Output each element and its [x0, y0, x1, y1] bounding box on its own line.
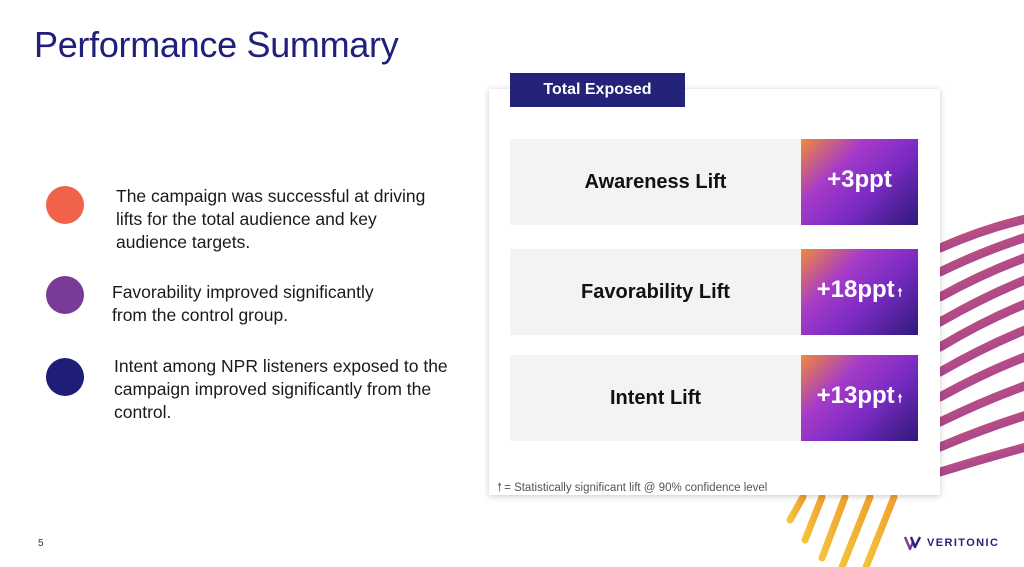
- brand-name: VERITONIC: [927, 537, 1000, 549]
- footnote-text: = Statistically significant lift @ 90% confidence level: [504, 482, 768, 494]
- brand-logo: [904, 535, 999, 551]
- bullet-text: The campaign was successful at driving lifts for the total audience and key audience targets.: [116, 186, 426, 252]
- bullet-item: [46, 358, 459, 424]
- metric-label: Intent Lift: [609, 386, 702, 409]
- metric-value-tile: [801, 355, 918, 441]
- metric-row-intent: [510, 355, 918, 441]
- up-arrow-icon: 🠕: [897, 287, 903, 299]
- metric-value-tile: [801, 139, 918, 225]
- metric-row-favorability: [510, 249, 918, 335]
- bullet-text: Favorability improved significantly from the control group.: [112, 282, 374, 325]
- bullet-dot-icon: [46, 276, 84, 314]
- bullet-item: [46, 276, 412, 327]
- metric-label: Favorability Lift: [581, 280, 730, 303]
- metric-value-tile: [801, 249, 918, 335]
- bullet-dot-icon: [46, 186, 84, 224]
- metric-row-awareness: [510, 139, 918, 225]
- bullet-text: Intent among NPR listeners exposed to the campaign improved significantly from the control.: [114, 356, 448, 422]
- page-title: Performance Summary: [34, 24, 399, 65]
- up-arrow-icon: 🠕: [497, 480, 503, 494]
- metric-value: +3ppt: [827, 166, 892, 193]
- panel-tab-total-exposed: Total Exposed: [510, 73, 685, 107]
- bullet-item: [46, 186, 441, 254]
- metric-value: +18ppt: [816, 276, 895, 303]
- veritonic-logo-icon: [904, 535, 922, 551]
- significance-footnote: [497, 478, 767, 499]
- metric-value: +13ppt: [816, 382, 895, 409]
- page-number: 5: [38, 538, 44, 549]
- up-arrow-icon: 🠕: [897, 393, 903, 405]
- metric-label: Awareness Lift: [584, 170, 727, 193]
- bullet-dot-icon: [46, 358, 84, 396]
